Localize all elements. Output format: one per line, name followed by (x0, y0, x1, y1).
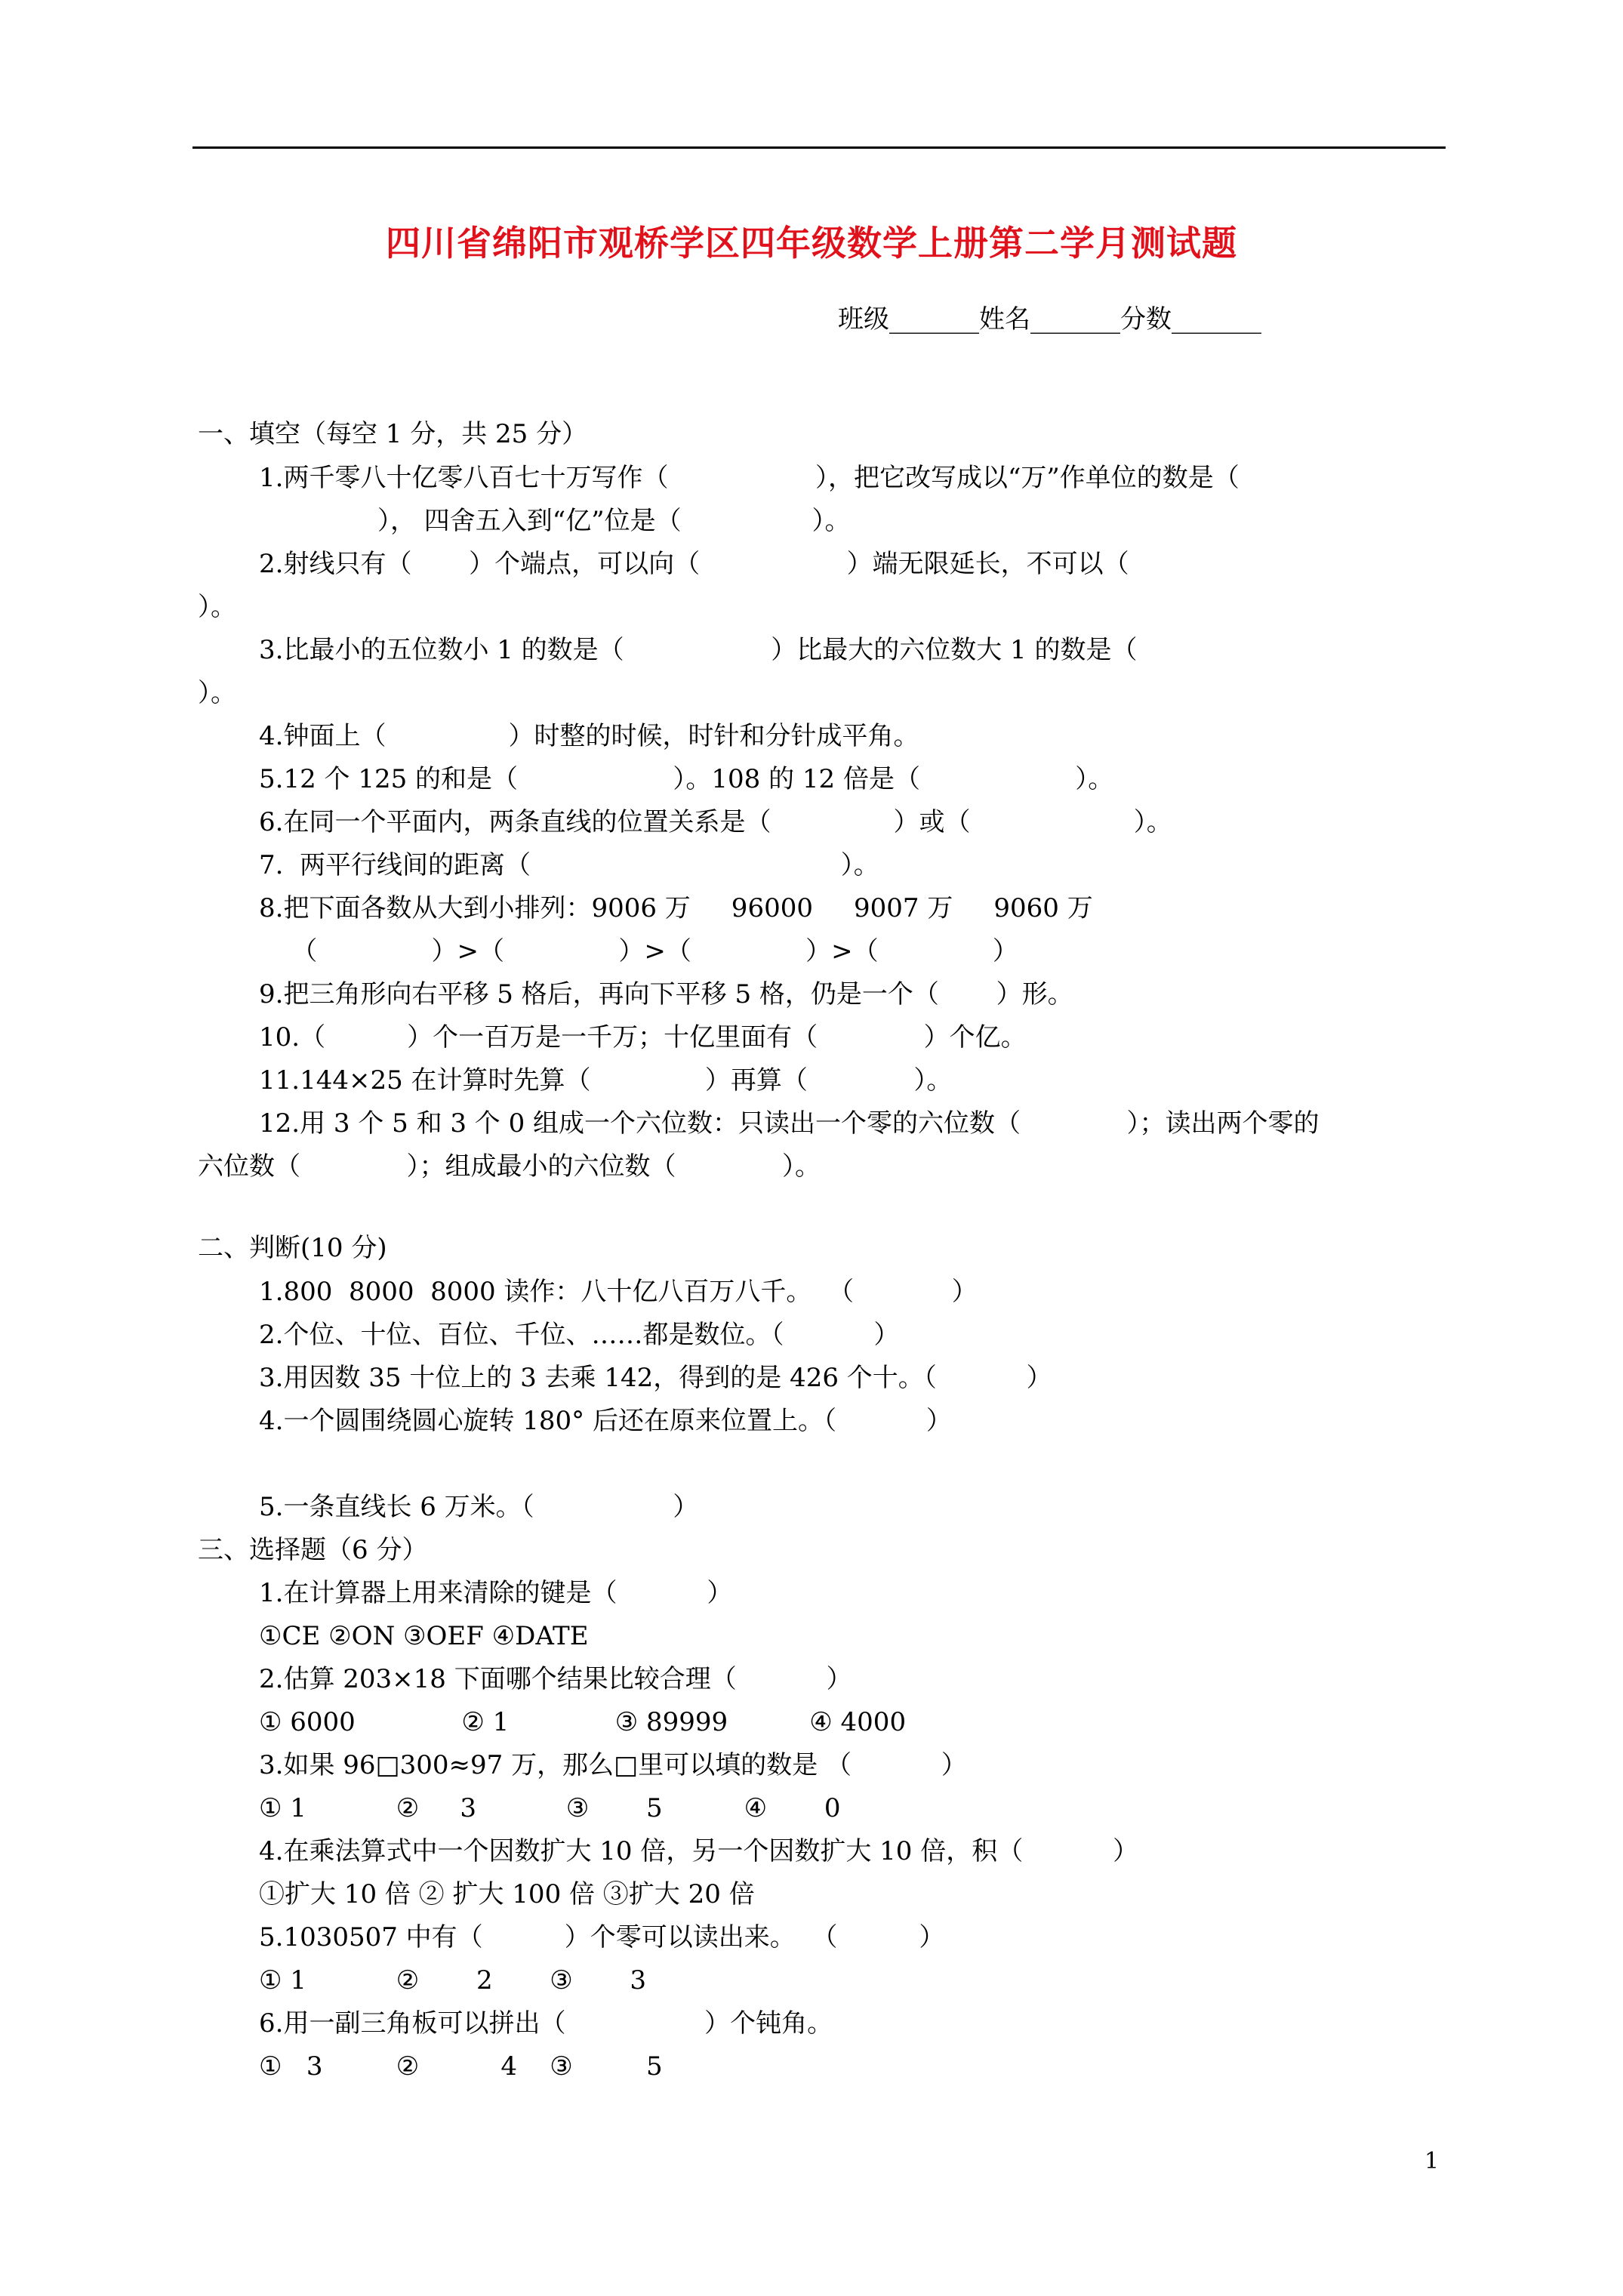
choice-q2: 2.估算 203×18 下面哪个结果比较合理（ ） (259, 1664, 852, 1694)
fill-q8-line1: 8.把下面各数从大到小排列：9006 万 96000 9007 万 9060 万 (259, 893, 1093, 923)
fill-q3-line2: ）。 (198, 678, 236, 708)
section-fill-heading: 一、填空（每空 1 分，共 25 分） (198, 419, 588, 449)
fill-q4: 4.钟面上（ ）时整的时候，时针和分针成平角。 (259, 721, 919, 751)
choice-q1-options: ①CE ②ON ③OEF ④DATE (259, 1621, 589, 1651)
fill-q2-line2: ）。 (198, 592, 236, 622)
header-rule (192, 146, 1446, 149)
fill-q6: 6.在同一个平面内，两条直线的位置关系是（ ）或（ ）。 (259, 807, 1172, 837)
judge-q4: 4.一个圆围绕圆心旋转 180° 后还在原来位置上。（ ） (259, 1406, 952, 1436)
fill-q8-line2: （ ）>（ ）>（ ）>（ ） (259, 936, 1018, 966)
fill-q11: 11.144×25 在计算时先算（ ）再算（ ）。 (259, 1065, 953, 1096)
student-info-line: 班级_______姓名_______分数_______ (838, 304, 1261, 334)
fill-q9: 9.把三角形向右平移 5 格后，再向下平移 5 格，仍是一个（ ）形。 (259, 979, 1073, 1009)
choice-q3-options: ① 1 ② 3 ③ 5 ④ 0 (259, 1793, 841, 1823)
fill-q2-line1: 2.射线只有（ ）个端点，可以向（ ）端无限延长，不可以（ (259, 549, 1129, 579)
fill-q1-line1: 1.两千零八十亿零八百七十万写作（ ），把它改写成以“万”作单位的数是（ (259, 463, 1240, 493)
choice-q5: 5.1030507 中有（ ）个零可以读出来。 （ ） (259, 1922, 945, 1952)
choice-q1: 1.在计算器上用来清除的键是（ ） (259, 1578, 733, 1608)
judge-q2: 2.个位、十位、百位、千位、……都是数位。（ ） (259, 1320, 900, 1350)
fill-q12-line1: 12.用 3 个 5 和 3 个 0 组成一个六位数：只读出一个零的六位数（ ）；读出两个零的 (259, 1108, 1320, 1139)
choice-q3: 3.如果 96□300≈97 万，那么□里可以填的数是 （ ） (259, 1750, 967, 1780)
fill-q5: 5.12 个 125 的和是（ ）。108 的 12 倍是（ ）。 (259, 764, 1114, 794)
choice-q2-options: ① 6000 ② 1 ③ 89999 ④ 4000 (259, 1707, 907, 1737)
section-choice-heading: 三、选择题（6 分） (198, 1535, 428, 1565)
page-title: 四川省绵阳市观桥学区四年级数学上册第二学月测试题 (386, 223, 1237, 264)
fill-q12-line2: 六位数（ ）；组成最小的六位数（ ）。 (198, 1151, 821, 1182)
fill-q1-line2: ）， 四舍五入到“亿”位是（ ）。 (377, 506, 851, 536)
choice-q5-options: ① 1 ② 2 ③ 3 (259, 1965, 646, 1996)
choice-q4-options: ①扩大 10 倍 ② 扩大 100 倍 ③扩大 20 倍 (259, 1879, 755, 1909)
section-judge-heading: 二、判断(10 分) (198, 1233, 387, 1263)
judge-q5: 5.一条直线长 6 万米。（ ） (259, 1492, 699, 1522)
fill-q3-line1: 3.比最小的五位数小 1 的数是（ ）比最大的六位数大 1 的数是（ (259, 635, 1138, 665)
judge-q1: 1.800 8000 8000 读作：八十亿八百万八千。 （ ） (259, 1277, 978, 1307)
choice-q4: 4.在乘法算式中一个因数扩大 10 倍，另一个因数扩大 10 倍，积（ ） (259, 1836, 1139, 1866)
choice-q6: 6.用一副三角板可以拼出（ ）个钝角。 (259, 2008, 833, 2039)
fill-q10: 10.（ ）个一百万是一千万；十亿里面有（ ）个亿。 (259, 1022, 1027, 1052)
fill-q7: 7. 两平行线间的距离（ ）。 (259, 850, 879, 880)
choice-q6-options: ① 3 ② 4 ③ 5 (259, 2051, 663, 2082)
page-number: 1 (1424, 2148, 1440, 2174)
judge-q3: 3.用因数 35 十位上的 3 去乘 142，得到的是 426 个十。（ ） (259, 1363, 1052, 1393)
